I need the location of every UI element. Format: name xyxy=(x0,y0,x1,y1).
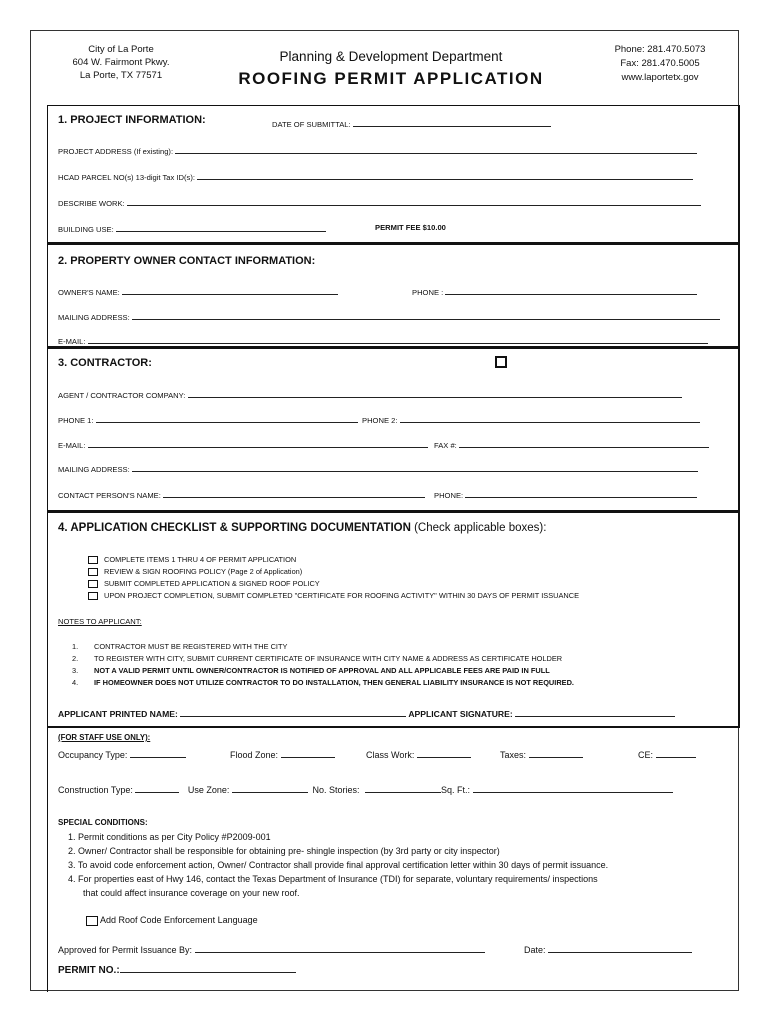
hcad-parcel-label: HCAD PARCEL NO(s) 13-digit Tax ID(s): xyxy=(58,173,195,182)
hcad-parcel-row xyxy=(58,171,732,182)
owner-phone-row xyxy=(412,286,732,297)
checkbox-icon[interactable] xyxy=(86,916,98,926)
contractor-phone1-field[interactable] xyxy=(96,414,358,423)
contractor-company-field[interactable] xyxy=(188,389,682,398)
note-text: IF HOMEOWNER DOES NOT UTILIZE CONTRACTOR TO DO INSTALLATION, THEN GENERAL LIABILITY INSURANCE IS NOT REQUIRED. xyxy=(94,678,574,687)
city-state-zip: La Porte, TX 77571 xyxy=(79,70,163,81)
contractor-email-label: E-MAIL: xyxy=(58,441,86,450)
special-condition-item: 4. For properties east of Hwy 146, contact the Texas Department of Insurance (TDI) for separate, voluntary requirements/ inspections xyxy=(68,874,598,884)
phone-number: Phone: 281.470.5073 xyxy=(614,44,706,55)
contractor-fax-row xyxy=(434,439,732,450)
project-address-field[interactable] xyxy=(175,145,697,154)
owner-email-field[interactable] xyxy=(88,335,708,344)
construction-type-field[interactable] xyxy=(135,784,179,793)
fax-number: Fax: 281.470.5005 xyxy=(620,58,700,69)
construction-type-row xyxy=(58,784,673,795)
sq-ft-field[interactable] xyxy=(473,784,673,793)
section-application-checklist xyxy=(47,511,740,727)
construction-type-label: Construction Type: xyxy=(58,785,133,795)
checklist-item[interactable] xyxy=(88,566,302,579)
owner-name-label: OWNER'S NAME: xyxy=(58,288,120,297)
no-stories-label: No. Stories: xyxy=(312,785,360,795)
approved-by-row xyxy=(58,944,485,955)
website: www.laportetx.gov xyxy=(621,72,699,83)
special-condition-item: 2. Owner/ Contractor shall be responsible for obtaining pre- shingle inspection (by 3rd party or city inspector) xyxy=(68,846,500,856)
checkbox-icon[interactable] xyxy=(88,568,98,576)
contractor-phone2-label: PHONE 2: xyxy=(362,416,398,425)
note-text: CONTRACTOR MUST BE REGISTERED WITH THE CITY xyxy=(94,642,288,651)
applicant-name-label: APPLICANT PRINTED NAME: xyxy=(58,709,178,719)
section-4-heading xyxy=(58,522,546,534)
contact-person-phone-field[interactable] xyxy=(465,489,697,498)
special-conditions-list xyxy=(68,830,608,900)
describe-work-field[interactable] xyxy=(127,197,701,206)
sq-ft-label: Sq. Ft.: xyxy=(441,785,471,795)
city-name: City of La Porte xyxy=(88,44,154,55)
applicant-name-row xyxy=(58,708,732,719)
section-staff-use xyxy=(47,727,740,992)
special-conditions-heading: SPECIAL CONDITIONS: xyxy=(58,818,148,827)
checklist-item[interactable] xyxy=(88,578,320,591)
permit-number-field[interactable] xyxy=(120,962,296,973)
contractor-phone1-label: PHONE 1: xyxy=(58,416,94,425)
section-contractor xyxy=(47,347,740,511)
applicant-name-field[interactable] xyxy=(180,708,406,717)
flood-zone-field[interactable] xyxy=(281,749,335,758)
taxes-row xyxy=(500,749,583,760)
use-zone-field[interactable] xyxy=(232,784,308,793)
applicant-signature-field[interactable] xyxy=(515,708,675,717)
contractor-fax-label: FAX #: xyxy=(434,441,457,450)
section-project-information xyxy=(47,105,740,244)
checkbox-icon[interactable] xyxy=(88,580,98,588)
building-use-field[interactable] xyxy=(116,223,326,232)
owner-mailing-field[interactable] xyxy=(132,311,720,320)
roof-code-option[interactable] xyxy=(86,915,258,926)
applicant-signature-label: APPLICANT SIGNATURE: xyxy=(408,709,513,719)
class-work-row xyxy=(366,749,471,760)
date-of-submittal-row xyxy=(272,118,732,129)
checklist-item-label: SUBMIT COMPLETED APPLICATION & SIGNED ROOF POLICY xyxy=(104,579,320,588)
permit-number-row xyxy=(58,962,296,976)
form-title: ROOFING PERMIT APPLICATION xyxy=(238,69,544,88)
contact-info xyxy=(590,43,730,85)
approval-date-row xyxy=(524,944,692,955)
section-4-heading-note: (Check applicable boxes): xyxy=(410,522,547,534)
note-item xyxy=(72,677,574,689)
contractor-company-row xyxy=(58,389,732,400)
note-text: TO REGISTER WITH CITY, SUBMIT CURRENT CERTIFICATE OF INSURANCE WITH CITY NAME & ADDRESS AS CERTIFICATE HOLDER xyxy=(94,654,563,663)
contractor-mailing-label: MAILING ADDRESS: xyxy=(58,465,130,474)
taxes-label: Taxes: xyxy=(500,750,527,760)
special-condition-item: that could affect insurance coverage on your new roof. xyxy=(68,888,300,898)
form-header xyxy=(31,31,738,104)
section-4-heading-bold: 4. APPLICATION CHECKLIST & SUPPORTING DOCUMENTATION xyxy=(58,522,411,534)
permit-fee: PERMIT FEE $10.00 xyxy=(375,223,446,232)
special-condition-item: 3. To avoid code enforcement action, Owner/ Contractor shall provide final approval certification letter within 30 days of permit issuance. xyxy=(68,860,609,870)
ce-row xyxy=(638,749,696,760)
building-use-label: BUILDING USE: xyxy=(58,225,114,234)
occupancy-row xyxy=(58,749,186,760)
note-item xyxy=(72,641,287,653)
occupancy-type-field[interactable] xyxy=(130,749,186,758)
section-1-heading: 1. PROJECT INFORMATION: xyxy=(58,114,206,126)
contractor-fax-field[interactable] xyxy=(459,439,709,448)
note-number: 3. xyxy=(72,666,79,675)
contractor-phone2-row xyxy=(362,414,732,425)
owner-mailing-label: MAILING ADDRESS: xyxy=(58,313,130,322)
city-address xyxy=(51,43,191,82)
note-item xyxy=(72,653,562,665)
class-work-label: Class Work: xyxy=(366,750,415,760)
ce-label: CE: xyxy=(638,750,654,760)
special-condition-item: 1. Permit conditions as per City Policy #P2009-001 xyxy=(68,832,271,842)
roof-code-label: Add Roof Code Enforcement Language xyxy=(100,915,258,925)
date-of-submittal-label: DATE OF SUBMITTAL: xyxy=(272,120,351,129)
note-number: 2. xyxy=(72,654,79,663)
notes-heading: NOTES TO APPLICANT: xyxy=(58,617,142,626)
contractor-mailing-field[interactable] xyxy=(132,463,698,472)
checklist-item-label: REVIEW & SIGN ROOFING POLICY (Page 2 of Application) xyxy=(104,567,303,576)
section-2-heading: 2. PROPERTY OWNER CONTACT INFORMATION: xyxy=(58,255,316,267)
contact-person-phone-row xyxy=(434,489,732,500)
note-number: 4. xyxy=(72,678,79,687)
flood-zone-label: Flood Zone: xyxy=(230,750,279,760)
taxes-field[interactable] xyxy=(529,749,583,758)
note-item xyxy=(72,665,550,677)
approved-by-label: Approved for Permit Issuance By: xyxy=(58,945,193,955)
owner-phone-field[interactable] xyxy=(445,286,697,295)
approved-by-field[interactable] xyxy=(195,944,485,953)
occupancy-type-label: Occupancy Type: xyxy=(58,750,128,760)
checklist-item-label: UPON PROJECT COMPLETION, SUBMIT COMPLETED "CERTIFICATE FOR ROOFING ACTIVITY" WITHIN 30 DAYS OF PERMIT ISSUANCE xyxy=(104,591,580,600)
contact-person-label: CONTACT PERSON'S NAME: xyxy=(58,491,161,500)
contractor-checkbox[interactable] xyxy=(495,356,507,368)
approval-date-label: Date: xyxy=(524,945,546,955)
section-3-heading: 3. CONTRACTOR: xyxy=(58,357,152,369)
owner-email-label: E-MAIL: xyxy=(58,337,86,346)
no-stories-field[interactable] xyxy=(365,784,441,793)
flood-zone-row xyxy=(230,749,335,760)
use-zone-label: Use Zone: xyxy=(187,785,230,795)
permit-number-label: PERMIT NO.: xyxy=(58,965,120,976)
contact-person-field[interactable] xyxy=(163,489,425,498)
street-address: 604 W. Fairmont Pkwy. xyxy=(72,57,170,68)
describe-work-label: DESCRIBE WORK: xyxy=(58,199,125,208)
contractor-phone2-field[interactable] xyxy=(400,414,700,423)
checkbox-icon[interactable] xyxy=(88,592,98,600)
department-name: Planning & Development Department xyxy=(279,49,503,64)
owner-email-row xyxy=(58,335,732,346)
owner-name-field[interactable] xyxy=(122,286,338,295)
checklist-item-label: COMPLETE ITEMS 1 THRU 4 OF PERMIT APPLICATION xyxy=(104,555,297,564)
describe-work-row xyxy=(58,197,732,208)
contact-person-phone-label: PHONE: xyxy=(434,491,464,500)
contractor-email-field[interactable] xyxy=(88,439,428,448)
hcad-parcel-field[interactable] xyxy=(197,171,693,180)
owner-phone-label: PHONE : xyxy=(412,288,444,297)
note-text: NOT A VALID PERMIT UNTIL OWNER/CONTRACTOR IS NOTIFIED OF APPROVAL AND ALL APPLICABLE FEES ARE PAID IN FULL xyxy=(94,666,550,675)
class-work-field[interactable] xyxy=(417,749,471,758)
approval-date-field[interactable] xyxy=(548,944,692,953)
checklist-item[interactable] xyxy=(88,590,579,603)
project-address-label: PROJECT ADDRESS (If existing): xyxy=(58,147,174,156)
contractor-company-label: AGENT / CONTRACTOR COMPANY: xyxy=(58,391,186,400)
contractor-mailing-row xyxy=(58,463,732,474)
project-address-row xyxy=(58,145,732,156)
staff-use-heading: (FOR STAFF USE ONLY): xyxy=(58,733,151,742)
checklist-item[interactable] xyxy=(88,554,296,567)
checkbox-icon[interactable] xyxy=(88,556,98,564)
date-of-submittal-field[interactable] xyxy=(353,118,551,127)
permit-form-page xyxy=(30,30,739,991)
owner-mailing-row xyxy=(58,311,732,322)
note-number: 1. xyxy=(72,642,79,651)
ce-field[interactable] xyxy=(656,749,696,758)
section-property-owner xyxy=(47,244,740,347)
